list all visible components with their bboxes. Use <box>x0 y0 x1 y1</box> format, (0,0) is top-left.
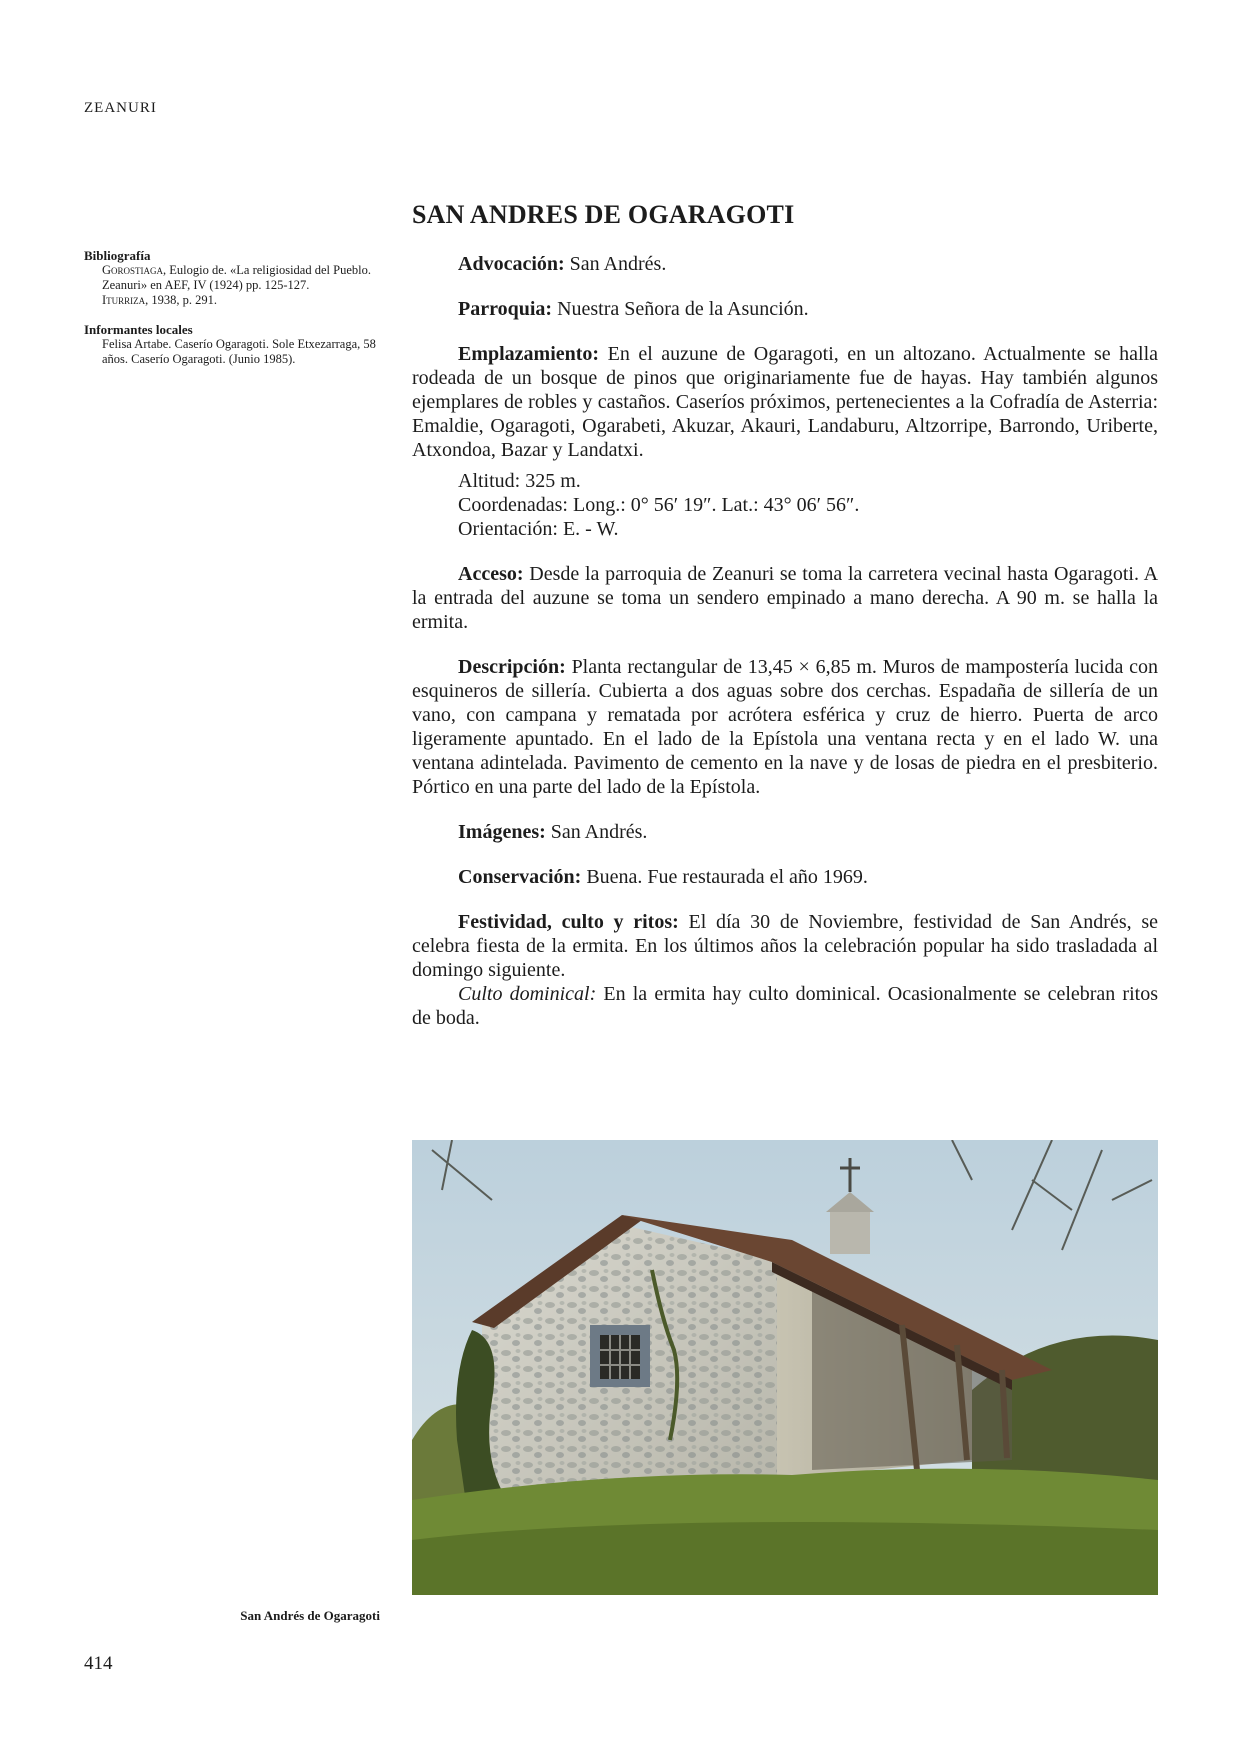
photo-caption: San Andrés de Ogaragoti <box>240 1608 380 1623</box>
hermitage-photo <box>412 1140 1158 1595</box>
festividad-text: El día 30 de Noviembre, festividad de San Andrés, se celebra fiesta de la ermita. En los últimos años la celebración popular ha sido trasladada al domingo siguiente. <box>412 911 1159 981</box>
descripcion-label: Descripción: <box>458 656 566 678</box>
parroquia-text: Nuestra Señora de la Asunción. <box>557 298 809 320</box>
festividad-label: Festividad, culto y ritos: <box>458 911 679 933</box>
parroquia-label: Parroquia: <box>458 298 553 320</box>
belfry <box>830 1212 870 1254</box>
page-title: SAN ANDRES DE OGARAGOTI <box>412 200 795 229</box>
running-head: ZEANURI <box>84 100 157 116</box>
orientacion-line: Orientación: E. - W. <box>458 518 619 540</box>
descripcion-paragraph <box>412 655 1158 799</box>
bibliography-block <box>84 248 389 308</box>
imagenes-paragraph <box>412 820 1158 844</box>
bib2-author: Iturriza <box>102 293 146 307</box>
conservacion-label: Conservación: <box>458 866 582 888</box>
emplazamiento-paragraph <box>412 342 1158 462</box>
imagenes-label: Imágenes: <box>458 821 546 843</box>
page-number: 414 <box>84 1653 113 1674</box>
informants-text: Felisa Artabe. Caserío Ogaragoti. Sole Etxezarraga, 58 años. Caserío Ogaragoti. (Junio 1985). <box>102 337 376 366</box>
acceso-label: Acceso: <box>458 563 524 585</box>
acceso-paragraph <box>412 562 1158 634</box>
culto-text: En la ermita hay culto dominical. Ocasionalmente se celebran ritos de boda. <box>412 983 1158 1029</box>
informants-block <box>84 322 389 367</box>
bibliography-entry <box>102 263 389 293</box>
advocacion-label: Advocación: <box>458 253 565 275</box>
culto-paragraph <box>412 982 1158 1030</box>
imagenes-text: San Andrés. <box>550 821 648 843</box>
coordenadas-line: Coordenadas: Long.: 0° 56′ 19″. Lat.: 43° 06′ 56″. <box>458 494 860 516</box>
bibliography-title: Bibliografía <box>84 248 151 263</box>
main-article <box>412 200 1158 1051</box>
bib1-rest: , Eulogio de. «La religiosidad del Pueblo. Zeanuri» en AEF, IV (1924) pp. 125-127. <box>102 263 371 292</box>
sidebar <box>84 248 389 381</box>
bib2-rest: , 1938, p. 291. <box>145 293 218 307</box>
acceso-text: Desde la parroquia de Zeanuri se toma la carretera vecinal hasta Ogaragoti. A la entrada del auzune se toma un sendero empinado a mano derecha. A 90 m. se halla la ermita. <box>412 563 1159 633</box>
advocacion-paragraph <box>412 252 1158 276</box>
altitud-line: Altitud: 325 m. <box>458 470 581 492</box>
conservacion-text: Buena. Fue restaurada el año 1969. <box>586 866 868 888</box>
informants-title: Informantes locales <box>84 322 193 337</box>
festividad-paragraph <box>412 910 1158 982</box>
grass-foreground <box>412 1522 1158 1595</box>
emplazamiento-text: En el auzune de Ogaragoti, en un altozano. Actualmente se halla rodeada de un bosque de pinos que originariamente fue de hayas. Hay también algunos ejemplares de robles y castaños. Caseríos próximos, pertenecientes a la Cofradía de Asterria: Emaldie, Ogaragoti, Ogarabeti, Akuzar, Akauri, Landaburu, Altzorripe, Barrondo, Uriberte, Atxondoa, Bazar y Landatxi. <box>412 343 1159 461</box>
emplazamiento-label: Emplazamiento: <box>458 343 600 365</box>
culto-label: Culto dominical: <box>458 983 597 1005</box>
location-data <box>458 469 1158 541</box>
conservacion-paragraph <box>412 865 1158 889</box>
parroquia-paragraph <box>412 297 1158 321</box>
bibliography-entry <box>102 293 389 308</box>
descripcion-text: Planta rectangular de 13,45 × 6,85 m. Muros de mampostería lucida con esquineros de sillería. Cubierta a dos aguas sobre dos cerchas. Espadaña de sillería de un vano, con campana y rematada por acrótera esférica y cruz de hierro. Puerta de arco ligeramente apuntado. En el lado de la Epístola una ventana recta y en el lado W. una ventana adintelada. Pavimento de cemento en la nave y de losas de piedra en el presbiterio. Pórtico en una parte del lado de la Epístola. <box>412 656 1159 798</box>
bib1-author: Gorostiaga <box>102 263 164 277</box>
advocacion-text: San Andrés. <box>569 253 667 275</box>
